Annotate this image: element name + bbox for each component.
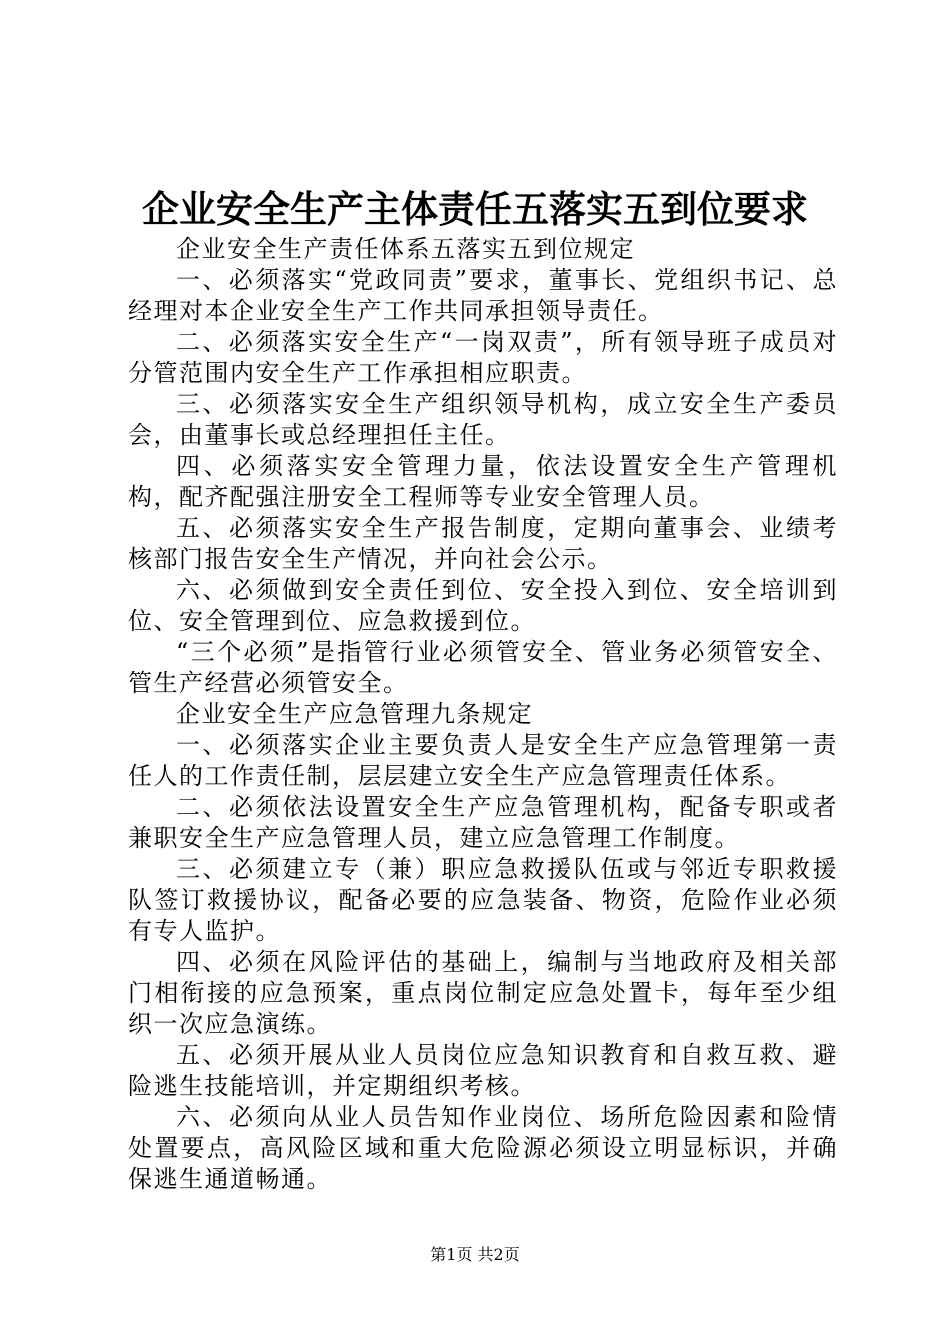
paragraph: 六、必须向从业人员告知作业岗位、场所危险因素和险情处置要点，高风险区域和重大危险源必须设立明显标识，并确保逃生通道畅通。 (128, 1103, 838, 1193)
paragraph: 二、必须落实安全生产“一岗双责”，所有领导班子成员对分管范围内安全生产工作承担相应职责。 (128, 328, 838, 387)
paragraph: 四、必须落实安全管理力量，依法设置安全生产管理机构，配齐配强注册安全工程师等专业安全管理人员。 (128, 452, 838, 511)
paragraph: 三、必须落实安全生产组织领导机构，成立安全生产委员会，由董事长或总经理担任主任。 (128, 390, 838, 449)
paragraph: 二、必须依法设置安全生产应急管理机构，配备专职或者兼职安全生产应急管理人员，建立应急管理工作制度。 (128, 793, 838, 852)
paragraph: 一、必须落实“党政同责”要求，董事长、党组织书记、总经理对本企业安全生产工作共同承担领导责任。 (128, 266, 838, 325)
document-title: 企业安全生产主体责任五落实五到位要求 (142, 187, 808, 231)
paragraph: 五、必须开展从业人员岗位应急知识教育和自救互救、避险逃生技能培训，并定期组织考核。 (128, 1041, 838, 1100)
paragraph: 企业安全生产责任体系五落实五到位规定 (176, 235, 635, 263)
page-footer: 第1页 共2页 (430, 1245, 520, 1264)
paragraph: 企业安全生产应急管理九条规定 (176, 700, 533, 728)
document-body (128, 234, 838, 1195)
paragraph: 三、必须建立专（兼）职应急救援队伍或与邻近专职救援队签订救援协议，配备必要的应急装备、物资，危险作业必须有专人监护。 (128, 855, 838, 945)
paragraph: 六、必须做到安全责任到位、安全投入到位、安全培训到位、安全管理到位、应急救援到位。 (128, 576, 838, 635)
paragraph: 四、必须在风险评估的基础上，编制与当地政府及相关部门相衔接的应急预案，重点岗位制定应急处置卡，每年至少组织一次应急演练。 (128, 948, 838, 1038)
paragraph: 五、必须落实安全生产报告制度，定期向董事会、业绩考核部门报告安全生产情况，并向社会公示。 (128, 514, 838, 573)
paragraph: 一、必须落实企业主要负责人是安全生产应急管理第一责任人的工作责任制，层层建立安全生产应急管理责任体系。 (128, 731, 838, 790)
paragraph: “三个必须”是指管行业必须管安全、管业务必须管安全、管生产经营必须管安全。 (128, 638, 838, 697)
